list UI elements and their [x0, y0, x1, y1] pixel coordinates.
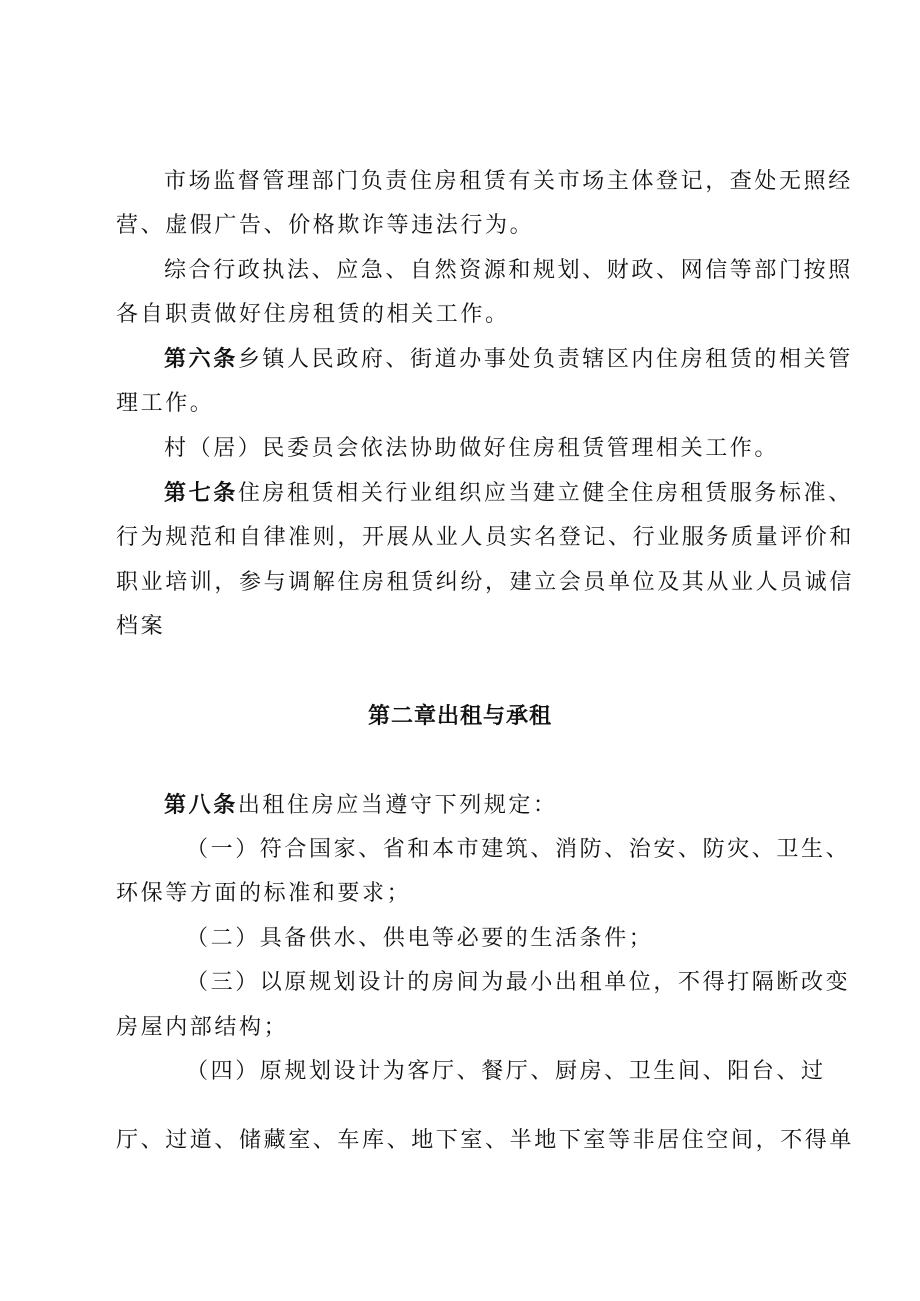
article-7-label: 第七条	[164, 481, 238, 506]
paragraph-market-supervision-line-2: 营、虚假广告、价格欺诈等违法行为。	[116, 213, 535, 238]
article-7-text: 住房租赁相关行业组织应当建立健全住房租赁服务标准、	[237, 481, 853, 506]
article-6-line-1	[164, 345, 853, 375]
article-8-line-1	[164, 791, 816, 821]
chapter-2-heading: 第二章出租与承租	[367, 704, 552, 729]
article-6-label: 第六条	[164, 347, 238, 372]
paragraph-departments-line-2: 各自职责做好住房租赁的相关工作。	[116, 302, 510, 327]
paragraph-village-committee: 村（居）民委员会依法协助做好住房租赁管理相关工作。	[164, 436, 780, 461]
paragraph-market-supervision-line-1: 市场监督管理部门负责住房租赁有关市场主体登记，查处无照经	[164, 169, 853, 194]
item-3-line-2: 房屋内部结构；	[116, 1015, 289, 1040]
article-7-line-4: 档案	[116, 614, 166, 639]
item-4-line-1: （四）原规划设计为客厅、餐厅、厨房、卫生间、阳台、过	[186, 1059, 826, 1084]
item-4-line-2: 厅、过道、储藏室、车库、地下室、半地下室等非居住空间，不得单	[116, 1128, 855, 1153]
item-1-line-2: 环保等方面的标准和要求；	[116, 881, 412, 906]
article-8-label: 第八条	[164, 793, 238, 818]
article-6-line-2: 理工作。	[116, 391, 215, 416]
article-7-line-1	[164, 479, 853, 509]
article-7-line-3: 职业培训，参与调解住房租赁纠纷，建立会员单位及其从业人员诚信	[116, 570, 855, 595]
article-7-line-2: 行为规范和自律准则，开展从业人员实名登记、行业服务质量评价和	[116, 525, 855, 550]
item-1-line-1: （一）符合国家、省和本市建筑、消防、治安、防灾、卫生、	[186, 837, 851, 862]
article-6-text: 乡镇人民政府、街道办事处负责辖区内住房租赁的相关管	[237, 347, 853, 372]
paragraph-departments-line-1: 综合行政执法、应急、自然资源和规划、财政、网信等部门按照	[164, 258, 853, 283]
item-2-line-1: （二）具备供水、供电等必要的生活条件；	[186, 926, 654, 951]
item-3-line-1: （三）以原规划设计的房间为最小出租单位，不得打隔断改变	[186, 970, 851, 995]
article-8-text: 出租住房应当遵守下列规定：	[237, 793, 558, 818]
